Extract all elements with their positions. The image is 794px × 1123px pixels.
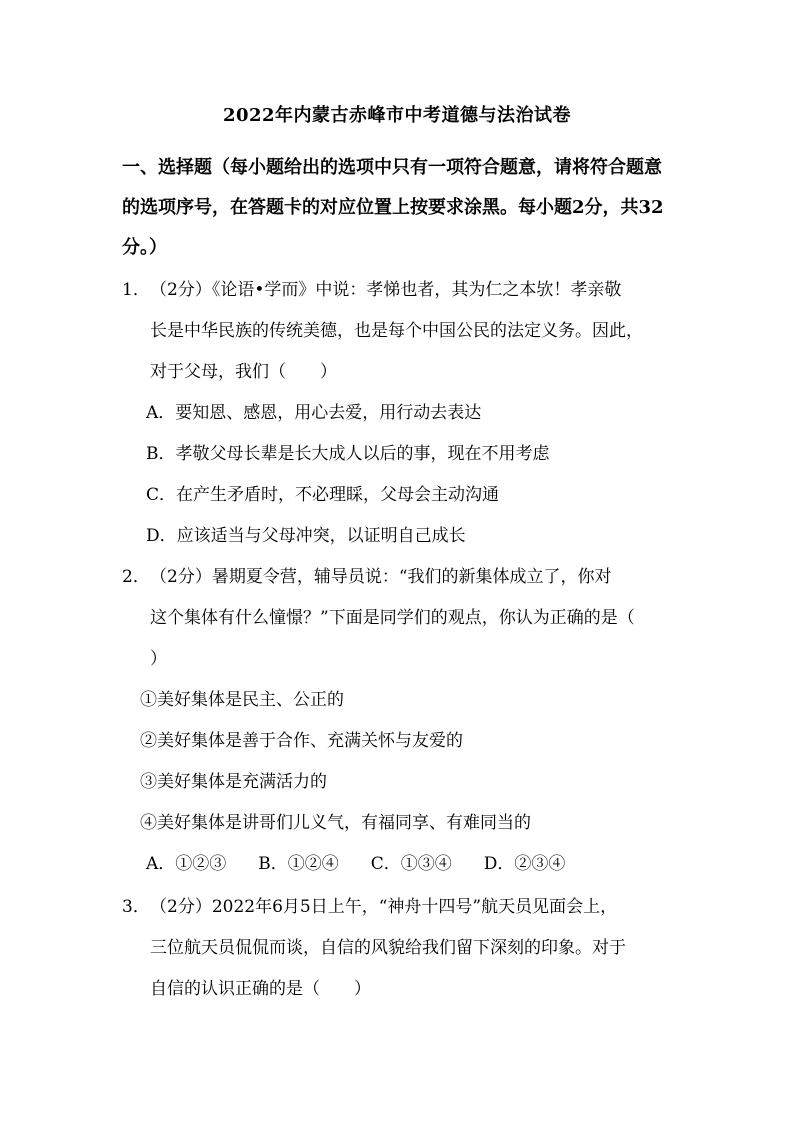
question-text-line: 这个集体有什么憧憬？”下面是同学们的观点，你认为正确的是（	[150, 608, 635, 628]
question-number: 3．	[122, 897, 150, 917]
statement-item: ①美好集体是民主、公正的	[140, 690, 344, 710]
section-heading	[122, 148, 682, 268]
statement-item: ②美好集体是善于合作、充满关怀与友爱的	[140, 731, 463, 751]
question-1	[122, 270, 682, 557]
question-text-line: 自信的认识正确的是（ ）	[150, 979, 371, 999]
option-c: C．在产生矛盾时，不必理睬，父母会主动沟通	[146, 485, 500, 505]
question-text-line: ）	[150, 649, 167, 669]
question-text-line: 三位航天员侃侃而谈，自信的风貌给我们留下深刻的印象。对于	[150, 938, 626, 958]
question-text-line: （2分）暑期夏令营，辅导员说：“我们的新集体成立了，你对	[150, 567, 612, 587]
section-heading-line: 分。）	[122, 237, 167, 258]
page-title: 2022年内蒙古赤峰市中考道德与法治试卷	[222, 105, 572, 126]
statement-list	[122, 680, 682, 844]
question-number: 2．	[122, 567, 150, 587]
question-3	[122, 887, 682, 1010]
option-c: C．①③④	[370, 854, 452, 874]
question-text-line: 对于父母，我们（ ）	[150, 362, 337, 382]
question-text-line: 长是中华民族的传统美德，也是每个中国公民的法定义务。因此，	[150, 321, 643, 341]
option-d: D．应该适当与父母冲突，以证明自己成长	[146, 526, 466, 546]
option-b: B．①②④	[258, 854, 339, 874]
statement-item: ③美好集体是充满活力的	[140, 772, 327, 792]
statement-item: ④美好集体是讲哥们儿义气，有福同享、有难同当的	[140, 813, 531, 833]
question-number: 1．	[122, 280, 150, 300]
question-2	[122, 557, 682, 885]
section-heading-line: 一、选择题（每小题给出的选项中只有一项符合题意，请将符合题意	[122, 157, 662, 178]
option-d: D．②③④	[483, 854, 566, 874]
section-heading-line: 的选项序号，在答题卡的对应位置上按要求涂黑。每小题2分，共32	[122, 197, 664, 218]
answer-options	[122, 393, 682, 557]
option-a: A．要知恩、感恩，用心去爱，用行动去表达	[146, 403, 482, 423]
question-text-line: （2分）2022年6月5日上午，“神舟十四号”航天员见面会上，	[150, 897, 618, 917]
answer-options	[122, 844, 682, 885]
option-a: A．①②③	[146, 854, 227, 874]
question-text-line: （2分）《论语•学而》中说：孝悌也者，其为仁之本欤！孝亲敬	[150, 280, 622, 300]
option-b: B．孝敬父母长辈是长大成人以后的事，现在不用考虑	[146, 444, 550, 464]
